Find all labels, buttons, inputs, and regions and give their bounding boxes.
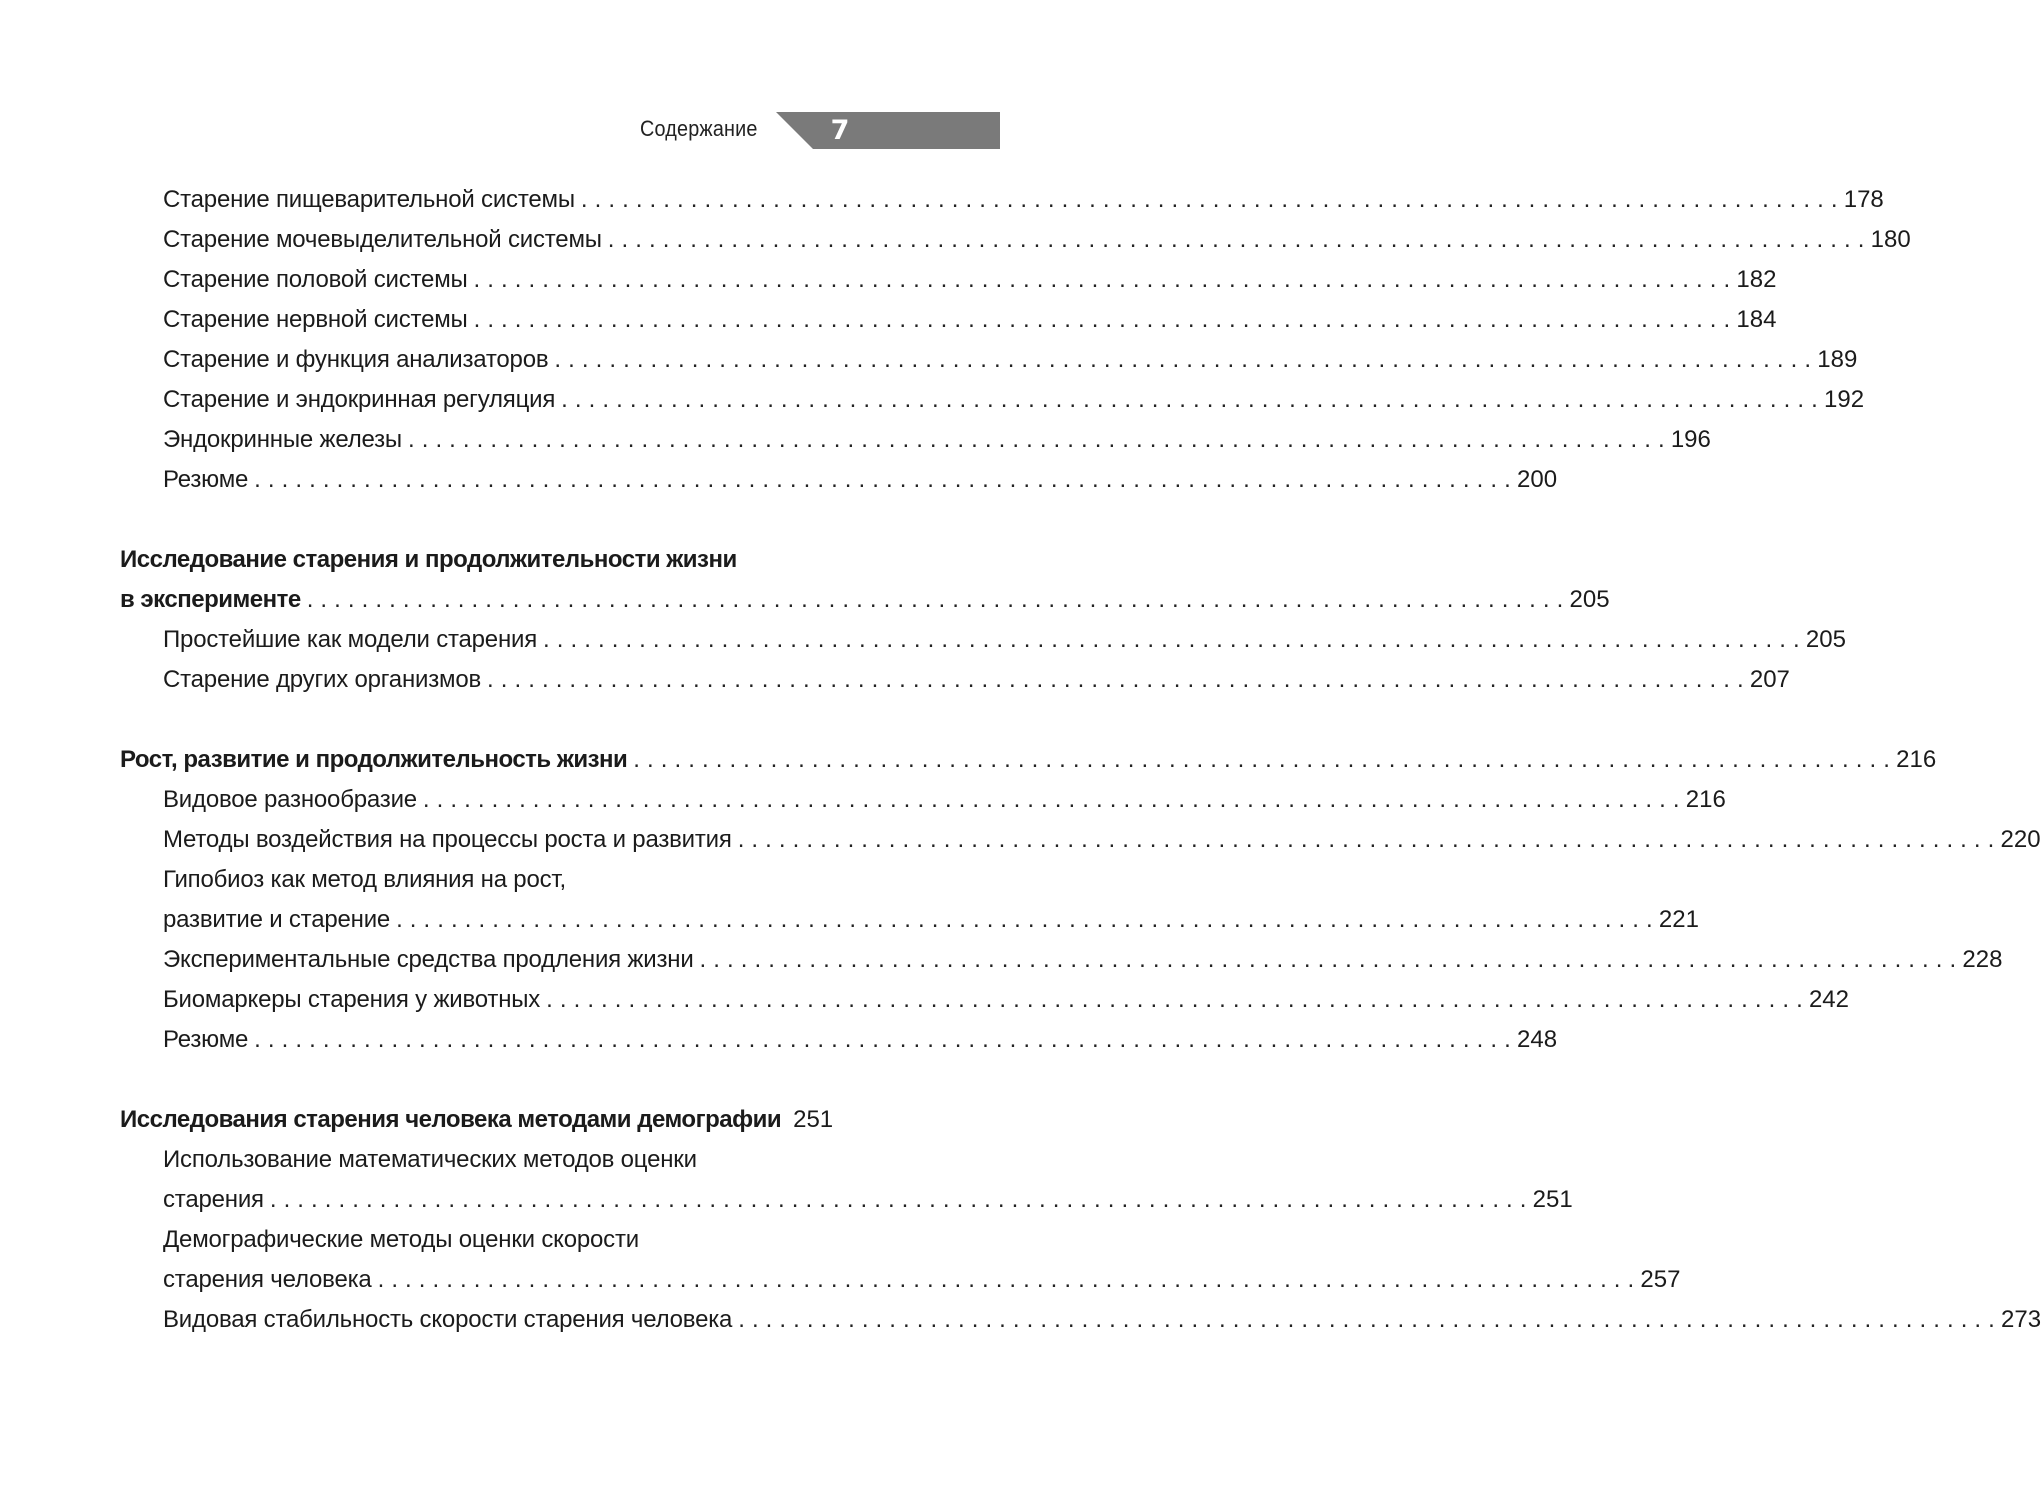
toc-entry-page: 216 — [1685, 786, 1726, 813]
toc-entry-line[interactable] — [120, 1140, 826, 1180]
toc-entry[interactable] — [120, 980, 1849, 1020]
dot-leader — [487, 660, 1744, 700]
dot-leader — [608, 220, 1865, 260]
toc-entry[interactable] — [120, 1300, 2041, 1340]
toc-entry-label: Старение и эндокринная регуляция — [163, 386, 556, 413]
dot-leader — [396, 900, 1653, 940]
toc-chapter[interactable] — [120, 580, 1610, 620]
toc-chapter[interactable] — [120, 740, 1937, 780]
toc-entry-label: старения — [163, 1186, 264, 1213]
section-gap — [120, 700, 826, 740]
toc-entry-page: 207 — [1749, 666, 1790, 693]
toc-entry[interactable] — [120, 900, 1699, 940]
running-header-title: Содержание — [640, 116, 758, 141]
toc-entry-page: 251 — [1532, 1186, 1573, 1213]
toc-entry[interactable] — [120, 380, 1865, 420]
toc-chapter-title-line[interactable] — [120, 540, 826, 580]
tab-shape — [776, 112, 1000, 149]
dot-leader — [546, 980, 1803, 1020]
dot-leader — [254, 460, 1511, 500]
toc-entry[interactable] — [120, 660, 1790, 700]
toc-entry-label: Простейшие как модели старения — [163, 626, 538, 653]
toc-entry-label: Старение половой системы — [163, 266, 468, 293]
toc-chapter-page: 216 — [1896, 746, 1937, 773]
dot-leader — [254, 1020, 1511, 1060]
page-number: 7 — [830, 115, 850, 146]
toc-entry[interactable] — [120, 300, 1777, 340]
dot-leader — [423, 780, 1680, 820]
toc-entry[interactable] — [120, 940, 2003, 980]
toc-entry[interactable] — [120, 220, 1911, 260]
dot-leader — [270, 1180, 1527, 1220]
dot-leader — [474, 300, 1731, 340]
toc-entry-page: 221 — [1658, 906, 1699, 933]
toc-entry-label: Гипобиоз как метод влияния на рост, — [163, 866, 567, 893]
toc-entry-line[interactable] — [120, 860, 826, 900]
table-of-contents — [120, 180, 2041, 1340]
toc-entry[interactable] — [120, 340, 1858, 380]
toc-entry[interactable] — [120, 1180, 1573, 1220]
toc-entry-page: 205 — [1805, 626, 1846, 653]
toc-entry-label: Резюме — [163, 466, 249, 493]
toc-entry-page: 273 — [2001, 1306, 2041, 1333]
toc-chapter[interactable] — [120, 1100, 834, 1140]
dot-leader — [700, 940, 1957, 980]
toc-entry[interactable] — [120, 620, 1846, 660]
dot-leader — [408, 420, 1665, 460]
toc-entry-page: 182 — [1736, 266, 1777, 293]
toc-entry[interactable] — [120, 780, 1726, 820]
toc-entry-page: 228 — [1962, 946, 2003, 973]
toc-entry-page: 200 — [1517, 466, 1558, 493]
toc-entry-label: Экспериментальные средства продления жизни — [163, 946, 694, 973]
toc-entry-label: Старение других организмов — [163, 666, 482, 693]
toc-entry-label: развитие и старение — [163, 906, 391, 933]
dot-leader — [474, 260, 1731, 300]
toc-entry[interactable] — [120, 820, 2041, 860]
toc-chapter-page: 251 — [793, 1106, 834, 1133]
toc-chapter-label: в эксперименте — [120, 586, 301, 613]
toc-entry[interactable] — [120, 1020, 1558, 1060]
toc-entry[interactable] — [120, 260, 1777, 300]
toc-entry-line[interactable] — [120, 1220, 826, 1260]
dot-leader — [554, 340, 1811, 380]
toc-entry[interactable] — [120, 180, 1884, 220]
toc-entry-label: старения человека — [163, 1266, 372, 1293]
toc-entry-label: Старение и функция анализаторов — [163, 346, 549, 373]
toc-entry-page: 180 — [1870, 226, 1911, 253]
toc-entry-label: Старение нервной системы — [163, 306, 468, 333]
toc-chapter-page: 205 — [1569, 586, 1610, 613]
dot-leader — [378, 1260, 1635, 1300]
toc-entry-label: Эндокринные железы — [163, 426, 402, 453]
dot-leader — [581, 180, 1838, 220]
toc-entry-label: Использование математических методов оценки — [163, 1146, 697, 1173]
dot-leader — [738, 1300, 1995, 1340]
toc-entry-label: Видовое разнообразие — [163, 786, 417, 813]
dot-leader — [307, 580, 1564, 620]
toc-chapter-label: Исследования старения человека методами демографии — [120, 1106, 782, 1133]
toc-entry-page: 196 — [1670, 426, 1711, 453]
toc-entry-label: Старение мочевыделительной системы — [163, 226, 602, 253]
toc-entry-page: 178 — [1843, 186, 1884, 213]
toc-entry-label: Резюме — [163, 1026, 249, 1053]
toc-entry[interactable] — [120, 460, 1558, 500]
section-gap — [120, 500, 826, 540]
page-number-tab — [776, 112, 1000, 149]
dot-leader — [561, 380, 1818, 420]
dot-leader — [738, 820, 1995, 860]
toc-entry[interactable] — [120, 1260, 1681, 1300]
toc-entry-page: 184 — [1736, 306, 1777, 333]
toc-entry-label: Старение пищеварительной системы — [163, 186, 575, 213]
toc-entry-label: Биомаркеры старения у животных — [163, 986, 541, 1013]
toc-entry-page: 220 — [2000, 826, 2041, 853]
toc-entry-page: 189 — [1817, 346, 1858, 373]
toc-entry-label: Видовая стабильность скорости старения человека — [163, 1306, 733, 1333]
section-gap — [120, 1060, 826, 1100]
toc-chapter-label: Исследование старения и продолжительности жизни — [120, 546, 737, 573]
toc-entry-label: Методы воздействия на процессы роста и развития — [163, 826, 732, 853]
dot-leader — [633, 740, 1890, 780]
toc-entry-page: 192 — [1824, 386, 1865, 413]
toc-entry-page: 257 — [1640, 1266, 1681, 1293]
toc-chapter-label: Рост, развитие и продолжительность жизни — [120, 746, 628, 773]
toc-entry[interactable] — [120, 420, 1711, 460]
dot-leader — [543, 620, 1800, 660]
toc-entry-page: 248 — [1517, 1026, 1558, 1053]
toc-entry-label: Демографические методы оценки скорости — [163, 1226, 639, 1253]
toc-entry-page: 242 — [1808, 986, 1849, 1013]
